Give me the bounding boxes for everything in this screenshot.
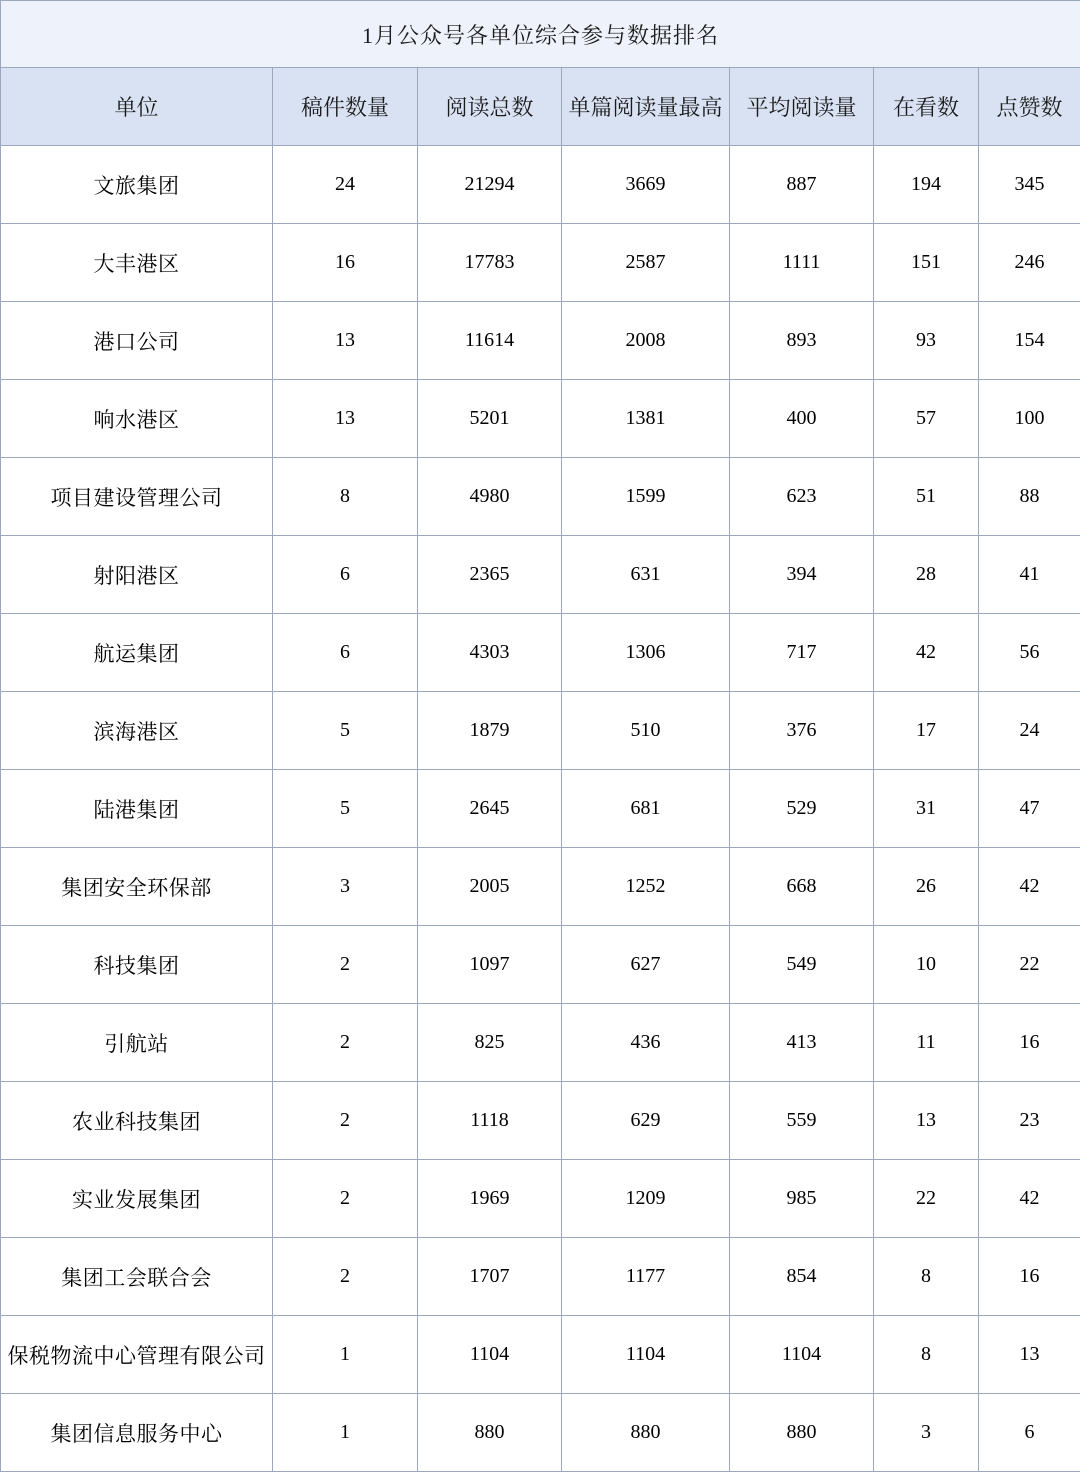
- unit-name-cell: 集团信息服务中心: [1, 1394, 273, 1472]
- metric-cell: 194: [874, 146, 979, 224]
- table-row: [1, 1160, 1080, 1238]
- metric-cell: 681: [562, 770, 730, 848]
- metric-cell: 41: [979, 536, 1080, 614]
- metric-cell: 529: [730, 770, 874, 848]
- unit-name-cell: 大丰港区: [1, 224, 273, 302]
- table-row: [1, 1082, 1080, 1160]
- metric-cell: 2645: [418, 770, 562, 848]
- metric-cell: 23: [979, 1082, 1080, 1160]
- metric-cell: 6: [979, 1394, 1080, 1472]
- table-title-row: [1, 1, 1080, 68]
- metric-cell: 893: [730, 302, 874, 380]
- column-header: 在看数: [874, 68, 979, 146]
- metric-cell: 2: [273, 1160, 418, 1238]
- metric-cell: 11614: [418, 302, 562, 380]
- metric-cell: 93: [874, 302, 979, 380]
- metric-cell: 549: [730, 926, 874, 1004]
- metric-cell: 51: [874, 458, 979, 536]
- metric-cell: 100: [979, 380, 1080, 458]
- metric-cell: 1306: [562, 614, 730, 692]
- metric-cell: 1252: [562, 848, 730, 926]
- metric-cell: 3: [273, 848, 418, 926]
- metric-cell: 1111: [730, 224, 874, 302]
- unit-name-cell: 农业科技集团: [1, 1082, 273, 1160]
- metric-cell: 345: [979, 146, 1080, 224]
- table-row: [1, 302, 1080, 380]
- table-row: [1, 692, 1080, 770]
- unit-name-cell: 响水港区: [1, 380, 273, 458]
- metric-cell: 854: [730, 1238, 874, 1316]
- metric-cell: 880: [418, 1394, 562, 1472]
- metric-cell: 4980: [418, 458, 562, 536]
- metric-cell: 21294: [418, 146, 562, 224]
- metric-cell: 13: [874, 1082, 979, 1160]
- metric-cell: 16: [979, 1004, 1080, 1082]
- metric-cell: 559: [730, 1082, 874, 1160]
- metric-cell: 880: [562, 1394, 730, 1472]
- metric-cell: 10: [874, 926, 979, 1004]
- metric-cell: 22: [979, 926, 1080, 1004]
- unit-name-cell: 保税物流中心管理有限公司: [1, 1316, 273, 1394]
- metric-cell: 5201: [418, 380, 562, 458]
- metric-cell: 57: [874, 380, 979, 458]
- metric-cell: 5: [273, 692, 418, 770]
- metric-cell: 5: [273, 770, 418, 848]
- metric-cell: 1599: [562, 458, 730, 536]
- metric-cell: 400: [730, 380, 874, 458]
- metric-cell: 22: [874, 1160, 979, 1238]
- unit-name-cell: 项目建设管理公司: [1, 458, 273, 536]
- column-header: 点赞数: [979, 68, 1080, 146]
- metric-cell: 13: [273, 302, 418, 380]
- metric-cell: 2005: [418, 848, 562, 926]
- metric-cell: 2365: [418, 536, 562, 614]
- metric-cell: 2008: [562, 302, 730, 380]
- metric-cell: 17783: [418, 224, 562, 302]
- table-row: [1, 380, 1080, 458]
- unit-name-cell: 陆港集团: [1, 770, 273, 848]
- unit-name-cell: 集团安全环保部: [1, 848, 273, 926]
- metric-cell: 151: [874, 224, 979, 302]
- column-header: 阅读总数: [418, 68, 562, 146]
- metric-cell: 1177: [562, 1238, 730, 1316]
- table-row: [1, 614, 1080, 692]
- metric-cell: 2: [273, 1082, 418, 1160]
- table-header-row: [1, 68, 1080, 146]
- table-row: [1, 926, 1080, 1004]
- unit-name-cell: 文旅集团: [1, 146, 273, 224]
- table-row: [1, 458, 1080, 536]
- table-row: [1, 1004, 1080, 1082]
- metric-cell: 6: [273, 614, 418, 692]
- metric-cell: 47: [979, 770, 1080, 848]
- metric-cell: 246: [979, 224, 1080, 302]
- metric-cell: 376: [730, 692, 874, 770]
- metric-cell: 28: [874, 536, 979, 614]
- metric-cell: 24: [273, 146, 418, 224]
- table-row: [1, 1316, 1080, 1394]
- column-header: 单位: [1, 68, 273, 146]
- metric-cell: 985: [730, 1160, 874, 1238]
- metric-cell: 24: [979, 692, 1080, 770]
- metric-cell: 42: [979, 1160, 1080, 1238]
- metric-cell: 154: [979, 302, 1080, 380]
- metric-cell: 1969: [418, 1160, 562, 1238]
- column-header: 平均阅读量: [730, 68, 874, 146]
- table-row: [1, 770, 1080, 848]
- metric-cell: 16: [273, 224, 418, 302]
- metric-cell: 13: [979, 1316, 1080, 1394]
- table-row: [1, 848, 1080, 926]
- unit-name-cell: 射阳港区: [1, 536, 273, 614]
- metric-cell: 1381: [562, 380, 730, 458]
- metric-cell: 2: [273, 1238, 418, 1316]
- unit-name-cell: 滨海港区: [1, 692, 273, 770]
- metric-cell: 2: [273, 926, 418, 1004]
- metric-cell: 1104: [562, 1316, 730, 1394]
- metric-cell: 880: [730, 1394, 874, 1472]
- unit-name-cell: 港口公司: [1, 302, 273, 380]
- metric-cell: 1707: [418, 1238, 562, 1316]
- metric-cell: 13: [273, 380, 418, 458]
- unit-name-cell: 集团工会联合会: [1, 1238, 273, 1316]
- unit-name-cell: 实业发展集团: [1, 1160, 273, 1238]
- metric-cell: 8: [874, 1316, 979, 1394]
- metric-cell: 887: [730, 146, 874, 224]
- unit-name-cell: 引航站: [1, 1004, 273, 1082]
- metric-cell: 2587: [562, 224, 730, 302]
- table-row: [1, 1394, 1080, 1472]
- metric-cell: 16: [979, 1238, 1080, 1316]
- metric-cell: 2: [273, 1004, 418, 1082]
- metric-cell: 668: [730, 848, 874, 926]
- metric-cell: 11: [874, 1004, 979, 1082]
- metric-cell: 3669: [562, 146, 730, 224]
- metric-cell: 8: [874, 1238, 979, 1316]
- metric-cell: 1209: [562, 1160, 730, 1238]
- metric-cell: 42: [874, 614, 979, 692]
- metric-cell: 510: [562, 692, 730, 770]
- unit-name-cell: 航运集团: [1, 614, 273, 692]
- metric-cell: 1104: [418, 1316, 562, 1394]
- metric-cell: 1879: [418, 692, 562, 770]
- table-row: [1, 536, 1080, 614]
- table-row: [1, 146, 1080, 224]
- metric-cell: 627: [562, 926, 730, 1004]
- column-header: 单篇阅读量最高: [562, 68, 730, 146]
- metric-cell: 4303: [418, 614, 562, 692]
- metric-cell: 1104: [730, 1316, 874, 1394]
- metric-cell: 436: [562, 1004, 730, 1082]
- metric-cell: 623: [730, 458, 874, 536]
- metric-cell: 88: [979, 458, 1080, 536]
- metric-cell: 26: [874, 848, 979, 926]
- column-header: 稿件数量: [273, 68, 418, 146]
- metric-cell: 413: [730, 1004, 874, 1082]
- page-title: 1月公众号各单位综合参与数据排名: [1, 1, 1080, 68]
- metric-cell: 56: [979, 614, 1080, 692]
- metric-cell: 717: [730, 614, 874, 692]
- metric-cell: 42: [979, 848, 1080, 926]
- metric-cell: 31: [874, 770, 979, 848]
- table-row: [1, 1238, 1080, 1316]
- metric-cell: 394: [730, 536, 874, 614]
- metric-cell: 629: [562, 1082, 730, 1160]
- unit-name-cell: 科技集团: [1, 926, 273, 1004]
- metric-cell: 3: [874, 1394, 979, 1472]
- metric-cell: 631: [562, 536, 730, 614]
- metric-cell: 1: [273, 1394, 418, 1472]
- metric-cell: 17: [874, 692, 979, 770]
- table-row: [1, 224, 1080, 302]
- metric-cell: 1118: [418, 1082, 562, 1160]
- metric-cell: 6: [273, 536, 418, 614]
- metric-cell: 1: [273, 1316, 418, 1394]
- metric-cell: 8: [273, 458, 418, 536]
- metric-cell: 825: [418, 1004, 562, 1082]
- metric-cell: 1097: [418, 926, 562, 1004]
